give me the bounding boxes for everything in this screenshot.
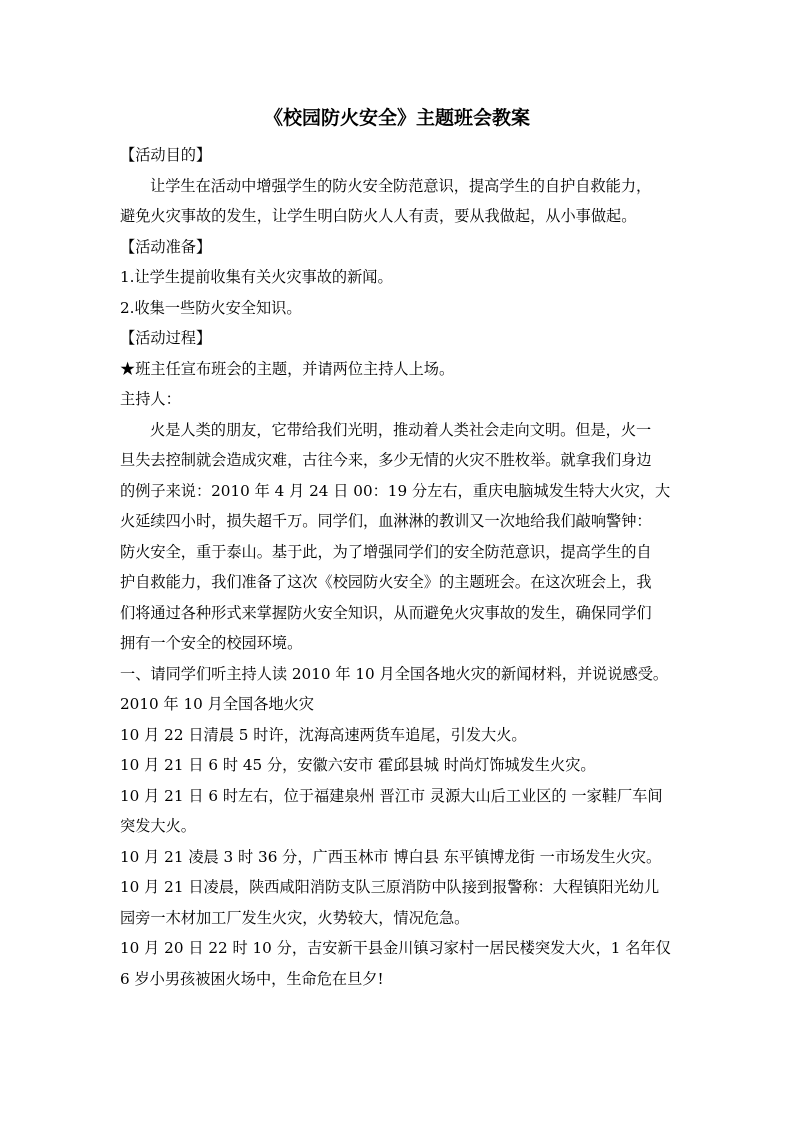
paragraph-line: 旦失去控制就会造成灾难，古往今来，多少无情的火灾不胜枚举。就拿我们身边: [120, 451, 652, 469]
list-item: 1.让学生提前收集有关火灾事故的新闻。: [120, 268, 393, 286]
paragraph-line: 们将通过各种形式来掌握防火安全知识，从而避免火灾事故的发生，确保同学们: [120, 603, 652, 622]
news-item: 10 月 21 凌晨 3 时 36 分，广西玉林市 博白县 东平镇博龙街 一市场发生火灾。: [120, 847, 662, 866]
news-item: 10 月 20 日 22 时 10 分，吉安新干县金川镇习家村一居民楼突发大火，1 名年仅: [120, 939, 671, 957]
document-body: [120, 140, 680, 994]
section-heading-process: 【活动过程】: [120, 329, 212, 347]
news-item: 园旁一木材加工厂发生火灾，火势较大，情况危急。: [120, 908, 470, 927]
paragraph-line: ★班主任宣布班会的主题，并请两位主持人上场。: [120, 359, 455, 378]
paragraph-line: 2010 年 10 月全国各地火灾: [120, 695, 314, 713]
document-title: 《校园防火安全》主题班会教案: [263, 107, 530, 129]
paragraph-line: 的例子来说：2010 年 4 月 24 日 00：19 分左右，重庆电脑城发生特大火灾，大: [120, 481, 671, 500]
paragraph-line: 一、请同学们听主持人读 2010 年 10 月全国各地火灾的新闻材料，并说说感受。: [120, 664, 669, 683]
paragraph-line: 火延续四小时，损失超千万。同学们，血淋淋的教训又一次地给我们敲响警钟：: [120, 512, 652, 530]
news-item: 10 月 21 日 6 时 45 分，安徽六安市 霍邱县城 时尚灯饰城发生火灾。: [120, 756, 596, 774]
section-heading-purpose: 【活动目的】: [120, 146, 212, 164]
news-item: 6 岁小男孩被困火场中，生命危在旦夕!: [120, 969, 384, 988]
list-item: 2.收集一些防火安全知识。: [120, 298, 302, 317]
news-item: 10 月 21 日凌晨，陕西咸阳消防支队三原消防中队接到报警称：大程镇阳光幼儿: [120, 878, 660, 896]
paragraph-line: 拥有一个安全的校园环境。: [120, 634, 303, 652]
paragraph-line: 火是人类的朋友，它带给我们光明，推动着人类社会走向文明。但是，火一: [150, 420, 652, 439]
paragraph-line: 护自救能力，我们准备了这次《校园防火安全》的主题班会。在这次班会上，我: [120, 573, 652, 591]
news-item: 10 月 21 日 6 时左右，位于福建泉州 晋江市 灵源大山后工业区的 一家鞋厂车间: [120, 786, 663, 805]
paragraph-line: 防火安全，重于泰山。基于此，为了增强同学们的安全防范意识，提高学生的自: [120, 542, 652, 561]
paragraph-line: 主持人：: [120, 390, 181, 408]
section-heading-preparation: 【活动准备】: [120, 237, 212, 256]
news-item: 突发大火。: [120, 817, 196, 835]
news-item: 10 月 22 日清晨 5 时许，沈海高速两货车追尾，引发大火。: [120, 725, 527, 744]
paragraph-line: 避免火灾事故的发生，让学生明白防火人人有责，要从我做起，从小事做起。: [120, 207, 637, 225]
paragraph-line: 让学生在活动中增强学生的防火安全防范意识，提高学生的自护自救能力，: [150, 176, 652, 195]
